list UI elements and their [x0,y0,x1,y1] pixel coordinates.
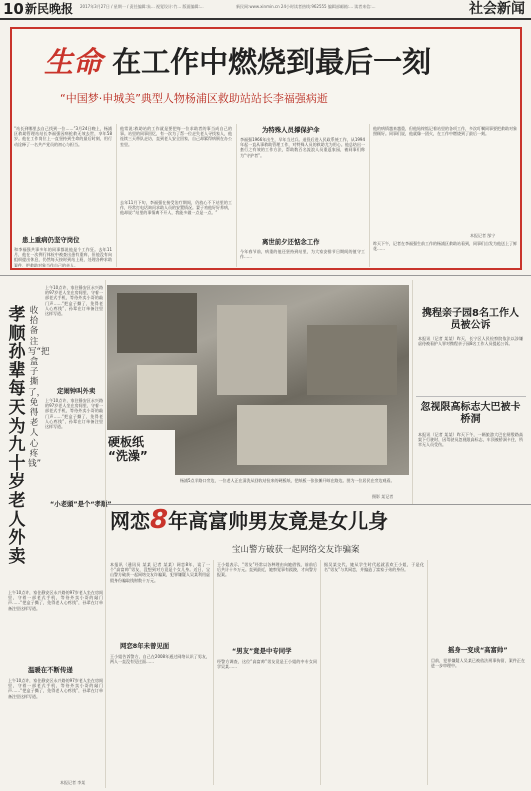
contact-line: 新民网:www.xinmin.cn 24小时读者热线:962555 编辑部邮箱:... 读者来信:... [236,4,376,9]
bottom-col3: 据吴某交代，她从学生时代起就喜欢王小姐，于是化名“男友”与其网恋，并编造了富家子弟的身份。 [324,562,424,573]
bottom-headline [110,507,388,534]
brief2-body: 本报讯（记者 某某）昨天下午，一辆旅游大巴在闸殷路高架下行驶时，因驾驶员忽视限高标志，车顶被桥洞卡住，所幸无人员受伤。 [418,432,523,448]
photo-credit: 摄影 某记者 [372,494,394,499]
lead-subhead-2: 为特殊人员撑保护伞 [262,126,320,134]
column-rule [105,280,106,788]
photo-title [108,435,148,463]
bottom-col2: 王小姐表示，“男友”经常以各种理由向她借钱，前前后后共计十多万元。直到最近，她察觉事有蹊跷，才向警方报案。 [217,562,317,578]
photo-title-line1: 硬板纸 [108,435,145,449]
bottom-subhead-1: 网恋8年未曾见面 [120,642,170,650]
column-rule [213,560,214,785]
bottom-subheadline: 宝山警方破获一起网络交友诈骗案 [232,545,360,555]
headline-number: 8 [150,505,169,535]
lead-col3-cont: 今年春节前，病重的他还坚持到站里，为大家安排节日期间的值守工作…… [240,249,365,260]
column-rule [116,124,117,267]
brief2-title: 忽视限高标志大巴被卡桥洞 [420,402,521,425]
issue-date: 2017年3月27日 / 星期一 / 责任编辑:朱... 视觉设计:竹... 版面编辑:... [80,4,204,9]
lead-col3: 李福强1966年出生，早年当过兵。退役后进入民政系统工作，从1994年起一直从事救助管理工作，对特殊人员的救助尤为用心。他总结出一套行之有效的工作方法，帮助数百名流浪人员重返家园，被同事们称为“守护者”。 [240,137,365,158]
bottom-col1-cont: 王小姐告诉警方，自己在2008年通过网络认识了男友，两人一直没有见过面…… [110,654,210,665]
brief-divider [416,396,526,397]
bottom-col1: 本报讯（通讯员 某某 记者 某某）网恋8年，谈了一个“高富帅”男友，没想到对方竟是个女儿身。近日，宝山警方破获一起网络交友诈骗案，犯罪嫌疑人吴某利用虚假身份骗取钱财数十万元。 [110,562,210,583]
lead-col4: 他的病情越来越重，但他始终惦记着站里的各项工作，多次叮嘱同事要把救助对象照顾好。同事们说，他就像一团火，在工作中燃烧到了最后一刻。 [373,126,517,137]
left-subhead-3: 温暖在不断传递 [28,666,73,674]
left-byline: 本报记者 李某 [60,780,86,785]
photo-title-line2: “洗澡” [108,449,148,463]
bottom-subhead-3: 摇身一变成“高富帅” [448,646,508,654]
masthead [0,0,531,20]
lead-intro: “站长到哪里去自己找到一位……”3月24日晚上，杨浦区救助管理站站长李福强因病抢救无效去世，享年58岁。他在工作岗位上一直坚持到生命的最后时刻，用行动诠释了一名共产党员的初心与担当。 [14,126,112,147]
lead-headline [44,44,431,80]
left-subhead-2: “小老頭”是个“孝顺” [50,500,112,508]
column-rule [320,560,321,785]
headline-rest: 在工作中燃烧到最后一刻 [102,45,432,79]
headline-suffix: 年高富帅男友竟是女儿身 [168,509,389,533]
lead-col2-cont: 去年11月下旬，李福强在接受治疗期间，仍放心不下站里的工作，经常打电话询问求助人员的安置情况。妻子劝他好好养病，他却说:“站里的事情离不开人，我能多做一点是一点。” [120,200,232,216]
lead-subhead-1: 患上重病仍坚守岗位 [22,236,80,244]
bottom-col2-cont: 经警方调查，这位“高富帅”男友竟是王小姐的中专女同学吴某…… [217,659,317,670]
brief1-body: 本报讯（记者 某某）昨天，长宁区人民检察院依法以涉嫌虐待被看护人罪对携程亲子园8名工作人员提起公诉。 [418,336,523,347]
lead-col1: 和李福强共事多年的同事都说他是个工作狂。去年11月，他在一次例行体检中被查出患有重病，但他没有向组织提出休息，仍然每天按时到站上班，处理各种求助案件，把救助对象当作自己的亲人。 [14,247,112,267]
column-rule [236,124,237,267]
left-story-body-3: 上午10点许，家住静安区永兴路的97岁老人坐在房间里，守着一部老式手机，等待外卖小哥的敲门声……“把盒子撕了，免得老人心疼钱”，孙辈在订单备注里这样写道。 [8,590,103,611]
left-story-body-4: 上午10点许，家住静安区永兴路的97岁老人坐在房间里，守着一部老式手机，等待外卖小哥的敲门声……“把盒子撕了，免得老人心疼钱”，孙辈在订单备注里这样写道。 [8,678,103,699]
left-subhead-1: 定闹钟叫外卖 [57,387,96,395]
section-title: 社会新闻 [469,1,525,17]
column-rule [427,560,428,785]
left-vertical-subheadline: 收拾备注写“把盒子撕了，免得老人心疼钱” [28,306,50,470]
lead-subhead-3: 离世前夕还惦念工作 [262,238,320,246]
headline-prefix: 网恋 [110,509,150,533]
headline-life: 生命 [44,45,103,79]
left-story-body-2: 上午10点许，家住静安区永兴路的97岁老人坐在房间里，守着一部老式手机，等待外卖小哥的敲门声……“把盒子撕了，免得老人心疼钱”，孙辈在订单备注里这样写道。 [45,398,103,430]
lead-byline: 本报记者 郜宁 [470,233,496,238]
page-number: 10 [3,0,24,18]
paper-name: 新民晚报 [25,2,74,16]
lead-col4-cont: 昨天下午，记者在李福强生前工作的杨浦区救助站看到，同事们自发为他送上了鲜花…… [373,241,517,252]
left-vertical-headline: 孝顺孙辈每天为九十岁老人外卖 [8,305,26,567]
brief1-title: 携程亲子园8名工作人员被公诉 [422,308,519,331]
left-story-body: 上午10点许，家住静安区永兴路的97岁老人坐在房间里，守着一部老式手机，等待外卖小哥的敲门声……“把盒子撕了，免得老人心疼钱”，孙辈在订单备注里这样写道。 [45,285,103,317]
lead-col2: 他常说:救助站的工作就是要把每一位求助者的事当成自己的事。站里的同事回忆，有一次为了帮一位走失老人寻找家人，他连续三天带队走访，直到老人安全回家，自己却累得病倒在办公室里。 [120,126,232,147]
column-rule [369,124,370,267]
section-divider [0,275,531,276]
bottom-col3-cont: 目前，犯罪嫌疑人吴某已被依法刑事拘留，案件正在进一步审理中。 [431,658,525,669]
column-rule [412,280,413,505]
photo-caption: 杨浦5点半路口旁边，一位老人正在清洗从回收站捡来的硬板纸，把纸板一张张摊开晾在路边。图为一位居民在旁边观看。 [180,478,395,483]
lead-subheadline: “中国梦·申城美”典型人物杨浦区救助站站长李福强病逝 [60,92,328,105]
section-divider [107,504,531,505]
bottom-subhead-2: “男友”竟是中专同学 [232,647,292,655]
